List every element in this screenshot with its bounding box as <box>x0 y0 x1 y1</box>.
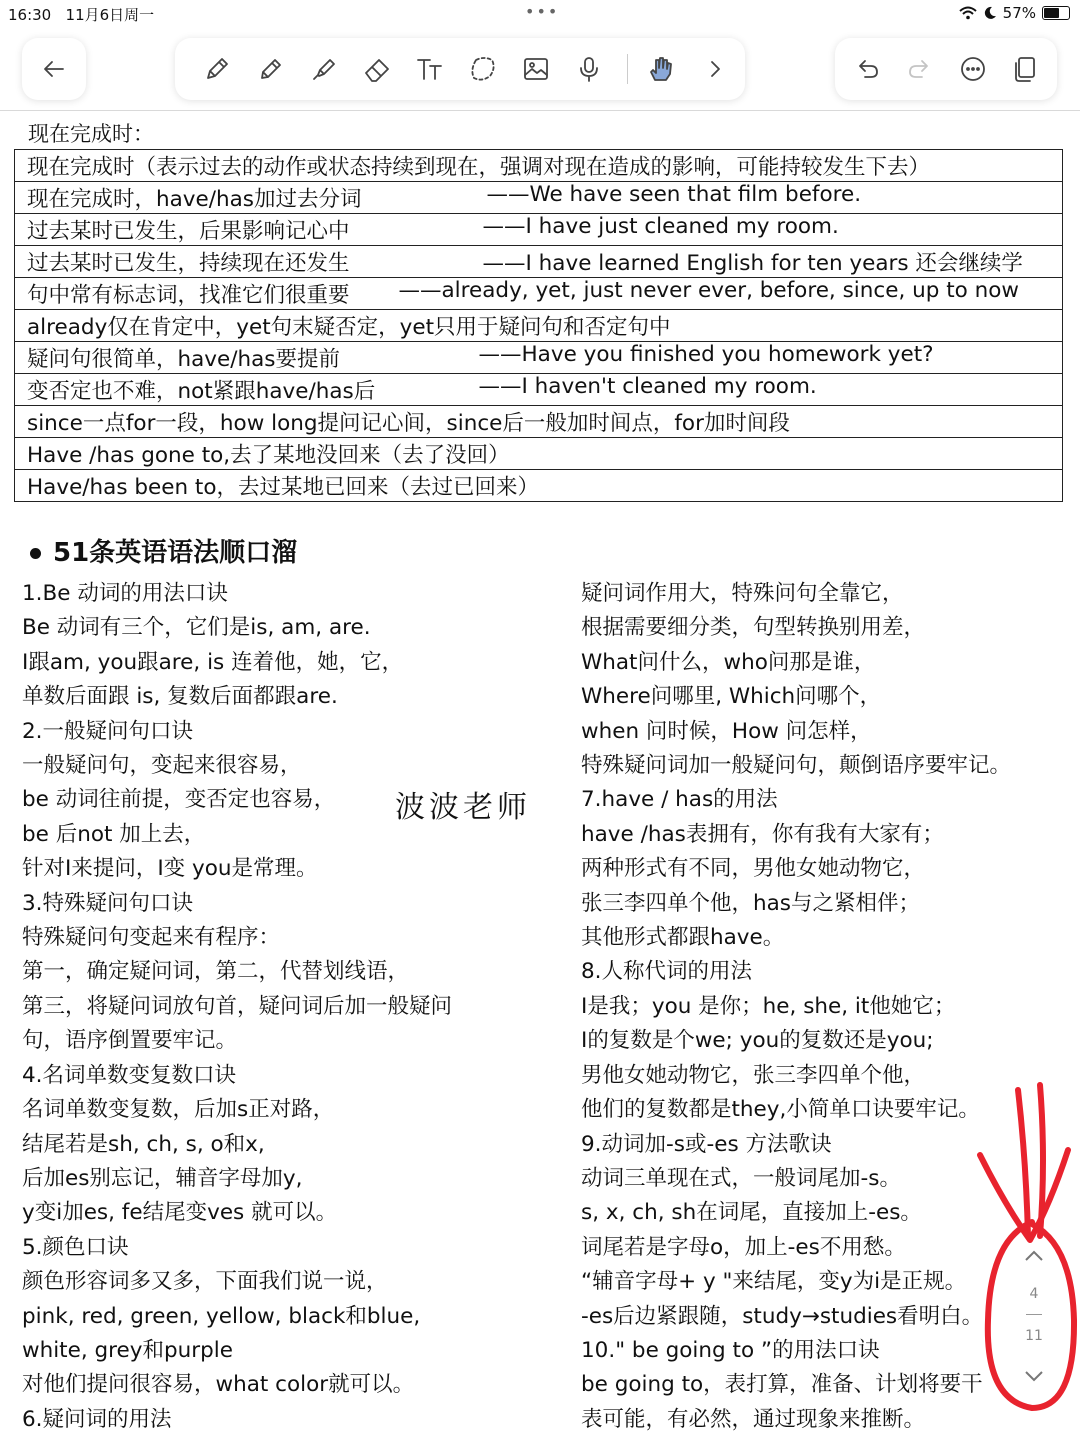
text-line: 男他女她动物它，张三李四单个他， <box>581 1062 926 1088</box>
pen-icon <box>202 54 232 84</box>
table-row: 过去某时已发生，后果影响记心中 ——I have just cleaned my room. <box>15 214 1063 246</box>
text-line: “辅音字母+ y "来结尾，变y为i是正规。 <box>581 1269 967 1295</box>
text-line: 第一，确定疑问词，第二，代替划线语， <box>22 959 410 985</box>
more-tools-button[interactable] <box>695 49 735 89</box>
text-line: 名词单数变复数，后加s正对路， <box>22 1097 335 1123</box>
text-line: be 后not 加上去， <box>22 821 206 847</box>
table-row: Have /has gone to,去了某地没回来（去了没回） <box>15 438 1063 470</box>
grammar-table <box>14 149 1063 502</box>
hand-tool-button[interactable] <box>640 49 680 89</box>
text-line: 特殊疑问词加一般疑问句，颠倒语序要牢记。 <box>581 753 1012 779</box>
page-up-icon[interactable] <box>1022 1248 1046 1264</box>
highlighter-tool-button[interactable] <box>304 49 344 89</box>
table-row: 变否定也不难，not紧跟have/has后 ——I haven't cleaned my room. <box>15 374 1063 406</box>
text-line: when 问时候，How 问怎样， <box>581 718 872 744</box>
actions-pill <box>835 38 1057 100</box>
text-line: 词尾若是字母o，加上-es不用愁。 <box>581 1234 906 1260</box>
back-pill <box>22 38 86 100</box>
image-tool-button[interactable] <box>516 49 556 89</box>
text-line: 颜色形容词多又多，下面我们说一说， <box>22 1269 388 1295</box>
text-line: 9.动词加-s或-es 方法歌诀 <box>581 1131 832 1157</box>
table-row: 过去某时已发生，持续现在还发生 ——I have learned English for ten years 还会继续学 <box>15 246 1063 278</box>
toolbar-divider <box>0 110 1080 111</box>
table-row: Have/has been to，去过某地已回来（去过已回来） <box>15 470 1063 502</box>
status-bar <box>0 0 1080 30</box>
text-line: -es后边紧跟随，study→studies看明白。 <box>581 1303 984 1329</box>
text-icon <box>415 54 445 84</box>
bullet-dot <box>30 548 41 559</box>
section-title: 现在完成时： <box>28 122 154 146</box>
right-column <box>581 577 1051 1437</box>
text-line: 他们的复数都是they,小简单口诀要牢记。 <box>581 1097 980 1123</box>
more-options-button[interactable] <box>953 49 993 89</box>
highlighter-icon <box>309 54 339 84</box>
pages-icon <box>1010 54 1040 84</box>
pages-button[interactable] <box>1005 49 1045 89</box>
image-icon <box>521 54 551 84</box>
text-line: I是我；you 是你；he, she, it他她它； <box>581 993 956 1019</box>
handwritten-signature: 波波老师 <box>395 790 531 825</box>
pen-tool-button[interactable] <box>197 49 237 89</box>
text-line: 结尾若是sh, ch, s, o和x, <box>22 1131 265 1157</box>
multitask-dots[interactable]: ••• <box>525 2 560 21</box>
text-line: 10." be going to ”的用法口诀 <box>581 1337 880 1363</box>
undo-icon <box>852 54 882 84</box>
table-row: 疑问句很简单，have/has要提前 ——Have you finished you homework yet? <box>15 342 1063 374</box>
text-line: I跟am, you跟are, is 连着他，她，它， <box>22 649 404 675</box>
text-line: 表可能，有必然，通过现象来推断。 <box>581 1406 926 1432</box>
battery-percent: 57% <box>1002 4 1036 22</box>
text-line: have /has表拥有，你有我有大家有； <box>581 821 944 847</box>
table-row: 现在完成时，have/has加过去分词 ——We have seen that film before. <box>15 182 1063 214</box>
text-line: 7.have / has的用法 <box>581 787 778 813</box>
wifi-icon <box>959 6 977 20</box>
page-scrubber <box>1012 1240 1056 1410</box>
status-right <box>959 4 1070 22</box>
table-row: already仅在肯定中，yet句末疑否定，yet只用于疑问句和否定句中 <box>15 310 1063 342</box>
undo-button[interactable] <box>847 49 887 89</box>
text-line: white, grey和purple <box>22 1337 233 1363</box>
text-line: 后加es别忘记，辅音字母加y, <box>22 1165 303 1191</box>
page-divider <box>1026 1314 1042 1315</box>
current-page: 4 <box>1029 1286 1039 1302</box>
text-line: 1.Be 动词的用法口诀 <box>22 581 228 606</box>
text-line: I的复数是个we; you的复数还是you; <box>581 1028 934 1054</box>
pencil-icon <box>256 54 286 84</box>
text-line: 6.疑问词的用法 <box>22 1406 172 1432</box>
pencil-tool-button[interactable] <box>251 49 291 89</box>
text-line: 4.名词单数变复数口诀 <box>22 1062 237 1088</box>
text-line: 动词三单现在式，一般词尾加-s。 <box>581 1165 901 1191</box>
back-button[interactable] <box>34 49 74 89</box>
redo-icon <box>905 54 935 84</box>
text-tool-button[interactable] <box>410 49 450 89</box>
text-line: 对他们提问很容易，what color就可以。 <box>22 1372 415 1398</box>
text-line: 单数后面跟 is, 复数后面都跟are. <box>22 684 338 710</box>
status-time: 16:30 11月6日周一 <box>8 6 155 24</box>
section-heading: 51条英语语法顺口溜 <box>30 532 297 569</box>
text-line: Where问哪里, Which问哪个， <box>581 684 882 710</box>
table-row: since一点for一段，how long提问记心间，since后一般加时间点，for加时间段 <box>15 406 1063 438</box>
text-line: 特殊疑问句变起来有程序： <box>22 925 281 951</box>
text-line: 疑问词作用大，特殊问句全靠它， <box>581 581 904 606</box>
text-line: 张三李四单个他，has与之紧相伴； <box>581 890 921 916</box>
chevron-right-icon <box>700 54 730 84</box>
left-column <box>22 577 562 1437</box>
eraser-tool-button[interactable] <box>357 49 397 89</box>
lasso-tool-button[interactable] <box>463 49 503 89</box>
text-line: be 动词往前提，变否定也容易， <box>22 787 336 813</box>
text-line: 句，语序倒置要牢记。 <box>22 1028 238 1054</box>
toolbar-separator <box>627 54 628 84</box>
mic-tool-button[interactable] <box>569 49 609 89</box>
text-line: 针对I来提问，I变 you是常理。 <box>22 856 318 882</box>
microphone-icon <box>574 54 604 84</box>
text-line: s, x, ch, sh在词尾，直接加上-es。 <box>581 1200 922 1226</box>
text-line: 8.人称代词的用法 <box>581 959 753 985</box>
table-row: 句中常有标志词，找准它们很重要 ——already, yet, just never ever, before, since, up to now <box>15 278 1063 310</box>
table-row: 现在完成时（表示过去的动作或状态持续到现在，强调对现在造成的影响，可能持较发生下去） <box>15 150 1063 182</box>
text-line: 一般疑问句，变起来很容易， <box>22 753 302 779</box>
text-line: 两种形式有不同，男他女她动物它， <box>581 856 926 882</box>
more-circle-icon <box>958 54 988 84</box>
hand-icon <box>645 54 675 84</box>
text-line: 根据需要细分类，句型转换别用差， <box>581 615 926 641</box>
text-line: pink, red, green, yellow, black和blue, <box>22 1303 421 1329</box>
lasso-icon <box>468 54 498 84</box>
total-pages: 11 <box>1025 1328 1043 1344</box>
tools-pill <box>175 38 745 100</box>
text-line: 3.特殊疑问句口诀 <box>22 890 194 916</box>
text-line: Be 动词有三个，它们是is, am, are. <box>22 615 371 641</box>
back-arrow-icon <box>39 54 69 84</box>
moon-icon <box>983 6 997 20</box>
redo-button[interactable] <box>900 49 940 89</box>
battery-icon <box>1042 6 1070 20</box>
text-line: y变i加es, fe结尾变ves 就可以。 <box>22 1200 338 1226</box>
eraser-icon <box>362 54 392 84</box>
text-line: What问什么，who问那是谁， <box>581 649 876 675</box>
text-line: 5.颜色口诀 <box>22 1234 129 1260</box>
text-line: 2.一般疑问句口诀 <box>22 718 194 744</box>
text-line: be going to，表打算，准备、计划将要干 <box>581 1372 983 1398</box>
text-line: 其他形式都跟have。 <box>581 925 785 951</box>
text-line: 第三，将疑问词放句首，疑问词后加一般疑问 <box>22 993 453 1019</box>
page-down-icon[interactable] <box>1022 1368 1046 1384</box>
